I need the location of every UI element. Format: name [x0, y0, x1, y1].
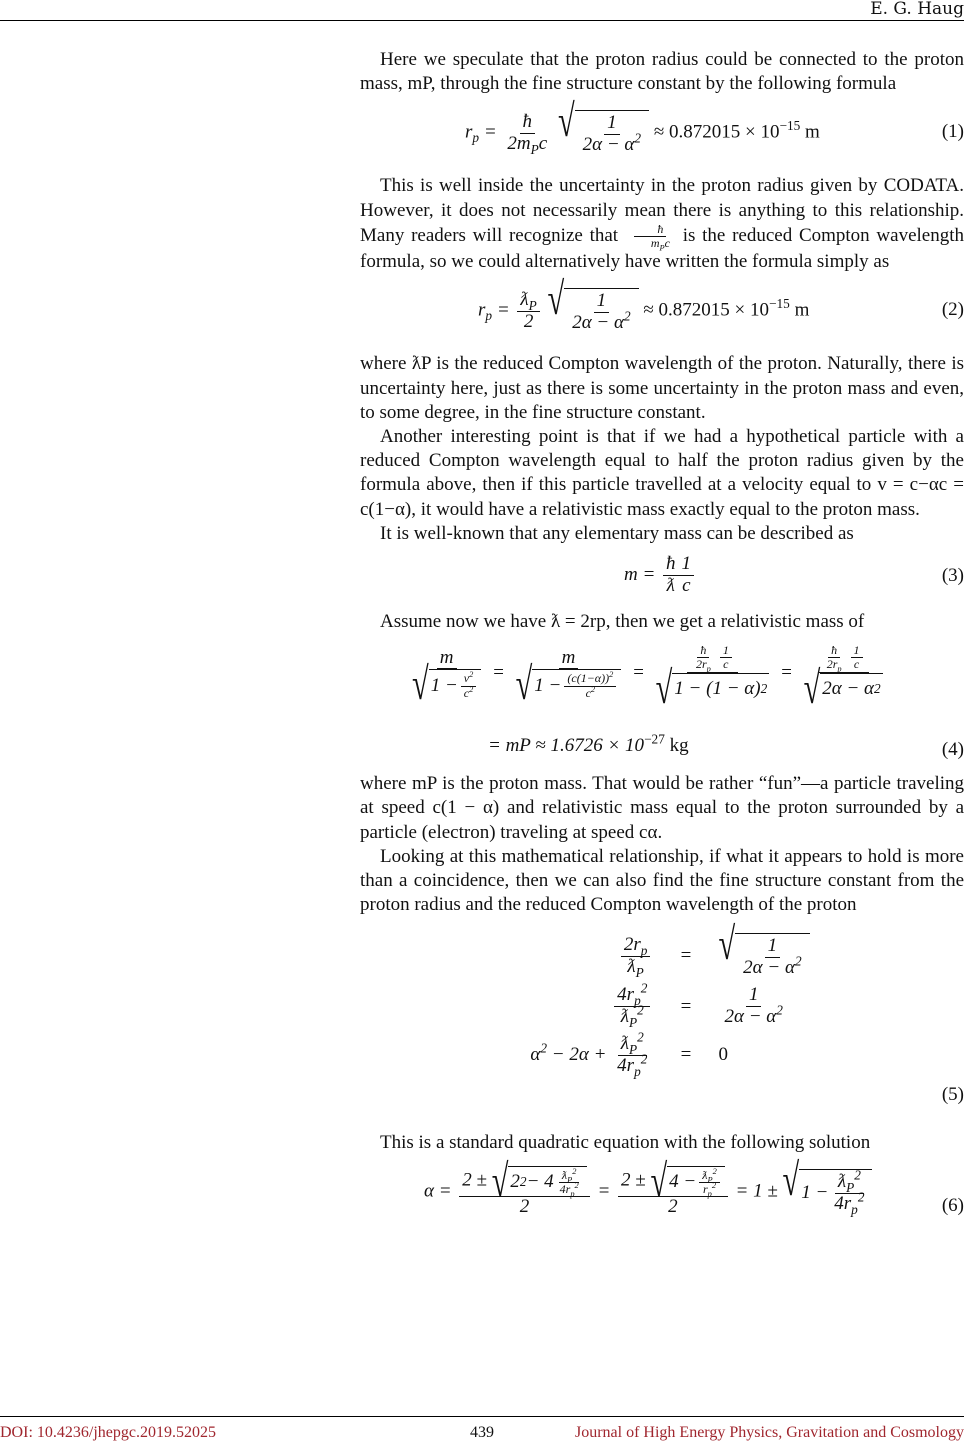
- footer-page-number: 439: [470, 1424, 494, 1441]
- footer-journal-link[interactable]: Journal of High Energy Physics, Gravitation and Cosmology: [575, 1424, 964, 1441]
- equation-5: $\frac{2r_p}{ƛ_P}$ = √ $\frac{1}{2\alpha - \alpha^2}$ $\frac{4r_p^2}{ƛ_P^2}$ = $\frac{1}{2\alpha - \alpha^2}$ $\alpha^2 - 2\alpha$ + $\frac{ƛ_P^2}{4r_p^2}$ = 0 (5): [360, 933, 964, 1119]
- equation-4-exponent: −27: [644, 731, 665, 747]
- paragraph-mathematical-relationship: Looking at this mathematical relationship, if what it appears to hold is more than a coincidence, then we can also find the fine structure constant from the proton radius and the reduced Compton wavelength of the proton: [360, 845, 964, 916]
- footer-doi-link[interactable]: DOI: 10.4236/jhepgc.2019.52025: [0, 1424, 216, 1441]
- equation-2-value: ≈ 0.872015 × 10: [643, 299, 770, 321]
- equation-2: $r_p$ = $\frac{ƛ_P}{2}$ √ $\frac{1}{2\alpha - \alpha^2}$ ≈ $0.872015 \times 10^{-15}$ m (2): [478, 273, 964, 334]
- main-column: [360, 48, 964, 1246]
- paragraph-intro: Here we speculate that the proton radius could be connected to the proton mass, mP, through the fine structure constant by the following formula: [360, 49, 964, 95]
- equation-4-unit: kg: [669, 735, 689, 757]
- paragraph-assume: Assume now we have ƛ = 2rp, then we get a relativistic mass of: [380, 611, 865, 633]
- paragraph-codata-text-b: is the reduced Compton wavelength formula, so we could alternatively have written the formula simply as: [360, 224, 964, 273]
- equation-4: m √ 1 − $\frac{v^2}{c^2}$ = m √ 1 − $\frac{(c(1-\alpha))^2}{c^2}$ = $\frac{ħ}{2r_p}$ $\frac{1}{c}$ √ 1 − (1 − α) 2 = $\frac{ħ}{2r_p}$ $\frac{1}{c}$ √ 2α − α 2 = mP ≈ $1.6726 \times 10^{-27}$ kg (4): [360, 644, 964, 760]
- paragraph-codata-text-a: This is well inside the uncertainty in the proton radius given by CODATA. However, it does not necessarily mean there is anything to this relationship. Many readers will recognize that: [360, 175, 964, 246]
- equation-number: (1): [941, 121, 964, 143]
- equation-number: (5): [941, 1084, 964, 1106]
- equation-6: α = 2 ± √ 2 2 − 4 $\frac{ƛ_P^2}{4r_p^2}$ 2 = 2 ± √ 4 − $\frac{ƛ_P^2}{r_p^2}$ 2 = 1 ± √ 1 − $\frac{ƛ_P^2}{4r_p^2}$ (6): [424, 1154, 964, 1218]
- paragraph-quadratic: This is a standard quadratic equation with the following solution: [380, 1132, 871, 1154]
- equation-1-exponent: −15: [779, 118, 801, 134]
- paragraph-where-lambda: where ƛP is the reduced Compton wavelength of the proton. Naturally, there is uncertainty here, just as there is some uncertainty in the proton mass and even, to some degree, in the fine structure constant.: [360, 353, 964, 423]
- equation-2-unit: m: [794, 299, 810, 321]
- equation-1-value: ≈ 0.872015 × 10: [653, 121, 780, 143]
- running-header-author: E. G. Haug: [870, 0, 964, 19]
- equation-2-exponent: −15: [769, 296, 790, 312]
- equation-number: (3): [941, 565, 964, 587]
- footer-rule: [0, 1416, 964, 1417]
- paragraph-hypothetical-particle: Another interesting point is that if we had a hypothetical particle with a reduced Compton wavelength equal to half the proton radius given by the formula above, then if this particle travelled at a velocity equal to v = c−αc = c(1−α), it would have a relativistic mass exactly equal to the proton mass.: [360, 426, 964, 520]
- equation-number: (2): [941, 299, 964, 321]
- equation-1-unit: m: [805, 121, 820, 143]
- equation-number: (4): [941, 739, 964, 761]
- header-rule: [0, 20, 964, 21]
- equation-1: $r_p$ = $\frac{ħ}{2m_Pc}$ √ $\frac{1}{2\alpha - \alpha^2}$ ≈ $0.872015 \times 10^{-15}$ m (1): [465, 95, 964, 157]
- paragraph-elementary-mass: It is well-known that any elementary mass can be described as: [380, 522, 854, 544]
- paragraph-proton-mass-fun: where mP is the proton mass. That would be rather “fun”—a particle traveling at speed c(1 − α) and relativistic mass equal to the proton surrounded by a particle (electron) traveling at speed cα.: [360, 773, 964, 843]
- paragraph-codata: This is well inside the uncertainty in the proton radius given by CODATA. However, it does not necessarily mean there is anything to this relationship. Many readers will recognize that $\frac{ħ}{m_Pc}$ is the reduced Compton wavelength formula, so we could alternatively have written the formula simply as: [360, 175, 964, 273]
- equation-3: m = $\frac{ħ}{ƛ}$ $\frac{1}{c}$ (3): [624, 553, 964, 596]
- equation-4-value: = mP ≈ 1.6726 × 10: [488, 735, 645, 757]
- equation-number: (6): [941, 1194, 964, 1216]
